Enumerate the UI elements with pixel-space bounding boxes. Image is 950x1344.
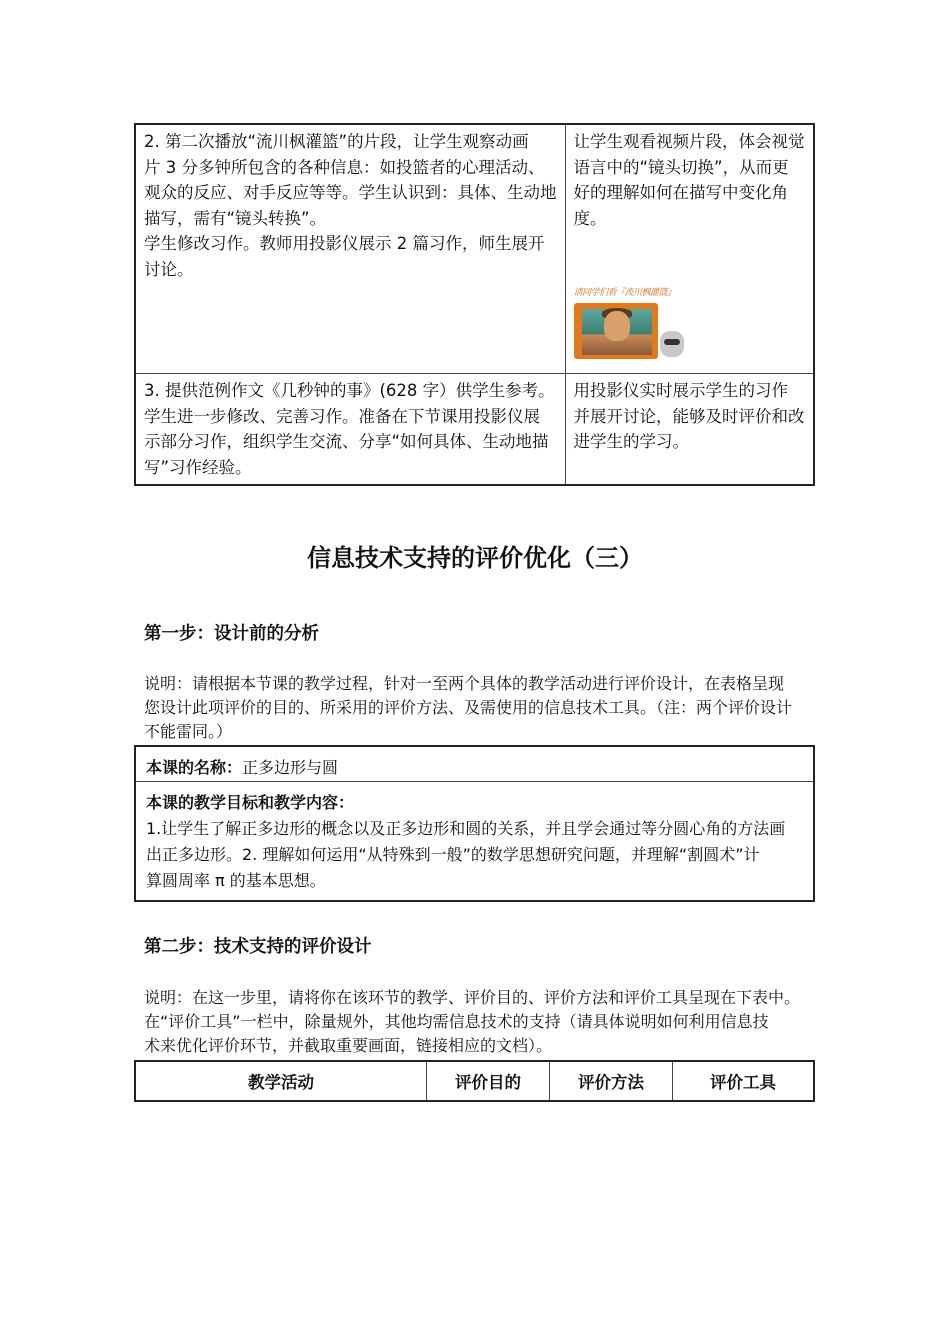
- text-line: 3. 提供范例作文《几秒钟的事》(628 字）供学生参考。: [144, 381, 555, 400]
- text-line: 语言中的“镜头切换”，从而更: [573, 157, 789, 177]
- text-line: 讨论。: [144, 259, 194, 279]
- lesson-goals-label: 本课的教学目标和教学内容：: [146, 793, 355, 812]
- text-line: 观众的反应、对手反应等等。学生认识到：具体、生动地: [144, 183, 557, 202]
- text-line: 用投影仪实时展示学生的习作: [573, 381, 788, 400]
- lesson-activity-table: [134, 123, 815, 486]
- lesson-name-value: 正多边形与圆: [242, 758, 339, 777]
- step2-heading: 第二步：技术支持的评价设计: [144, 937, 372, 957]
- text-line: 学生修改习作。教师用投影仪展示 2 篇习作，师生展开: [144, 234, 545, 253]
- activity-cell: [135, 124, 565, 374]
- anime-video-thumbnail: [574, 281, 686, 359]
- text-line: 出正多边形。2. 理解如何运用“从特殊到一般”的数学思想研究问题，并理解“割圆术”计: [146, 845, 760, 864]
- text-line: 您设计此项评价的目的、所采用的评价方法、及需使用的信息技术工具。（注：两个评价设计: [144, 698, 793, 717]
- header-teaching-activity: 教学活动: [135, 1061, 427, 1101]
- text-line: 2. 第二次播放“流川枫灌篮”的片段，让学生观察动画: [144, 132, 529, 151]
- lesson-name-label: 本课的名称：: [146, 758, 243, 777]
- step1-description: [144, 672, 792, 744]
- table-header-row: [135, 1061, 814, 1101]
- text-line: 让学生观看视频片段，体会视觉: [573, 132, 805, 151]
- table-row: [135, 374, 814, 486]
- text-line: 1.让学生了解正多边形的概念以及正多边形和圆的关系，并且学会通过等分圆心角的方法画: [146, 819, 786, 838]
- text-line: 在“评价工具”一栏中，除量规外，其他均需信息技术的支持（请具体说明如何利用信息技: [144, 1012, 769, 1031]
- header-eval-purpose: 评价目的: [427, 1061, 550, 1101]
- lesson-info-box: [134, 745, 815, 902]
- text-line: 示部分习作，组织学生交流、分享“如何具体、生动地描: [144, 432, 549, 451]
- section-title: 信息技术支持的评价优化（三）: [307, 543, 643, 572]
- header-eval-tool: 评价工具: [673, 1061, 815, 1101]
- evaluation-table: [134, 1060, 815, 1102]
- text-line: 并展开讨论，能够及时评价和改: [573, 406, 805, 426]
- table-row: [135, 124, 814, 374]
- mascot-icon: [660, 331, 684, 357]
- text-line: 学生进一步修改、完善习作。准备在下节课用投影仪展: [144, 406, 540, 426]
- purpose-cell: [565, 124, 814, 374]
- step2-description: [144, 986, 800, 1058]
- header-eval-method: 评价方法: [550, 1061, 673, 1101]
- lesson-goals-row: [136, 781, 813, 900]
- text-line: 写”习作经验。: [144, 457, 252, 477]
- text-line: 不能雷同。）: [144, 722, 233, 741]
- text-line: 描写，需有“镜头转换”。: [144, 208, 327, 228]
- lesson-name-row: [136, 747, 813, 781]
- text-line: 进学生的学习。: [573, 432, 689, 451]
- step1-heading: 第一步：设计前的分析: [144, 624, 319, 644]
- character-head: [604, 311, 630, 341]
- text-line: 算圆周率 π 的基本思想。: [146, 871, 326, 890]
- text-line: 说明：在这一步里，请将你在该环节的教学、评价目的、评价方法和评价工具呈现在下表中。: [144, 988, 801, 1007]
- text-line: 术来优化评价环节，并截取重要画面，链接相应的文档）。: [144, 1036, 553, 1055]
- text-line: 说明：请根据本节课的教学过程，针对一至两个具体的教学活动进行评价设计，在表格呈现: [144, 674, 785, 693]
- text-line: 好的理解如何在描写中变化角: [573, 183, 788, 202]
- purpose-cell: [565, 374, 814, 486]
- thumbnail-caption: 请同学们看『流川枫灌篮』: [573, 288, 676, 298]
- text-line: 片 3 分多钟所包含的各种信息：如投篮者的心理活动、: [144, 157, 545, 177]
- activity-cell: [135, 374, 565, 486]
- text-line: 度。: [573, 208, 607, 228]
